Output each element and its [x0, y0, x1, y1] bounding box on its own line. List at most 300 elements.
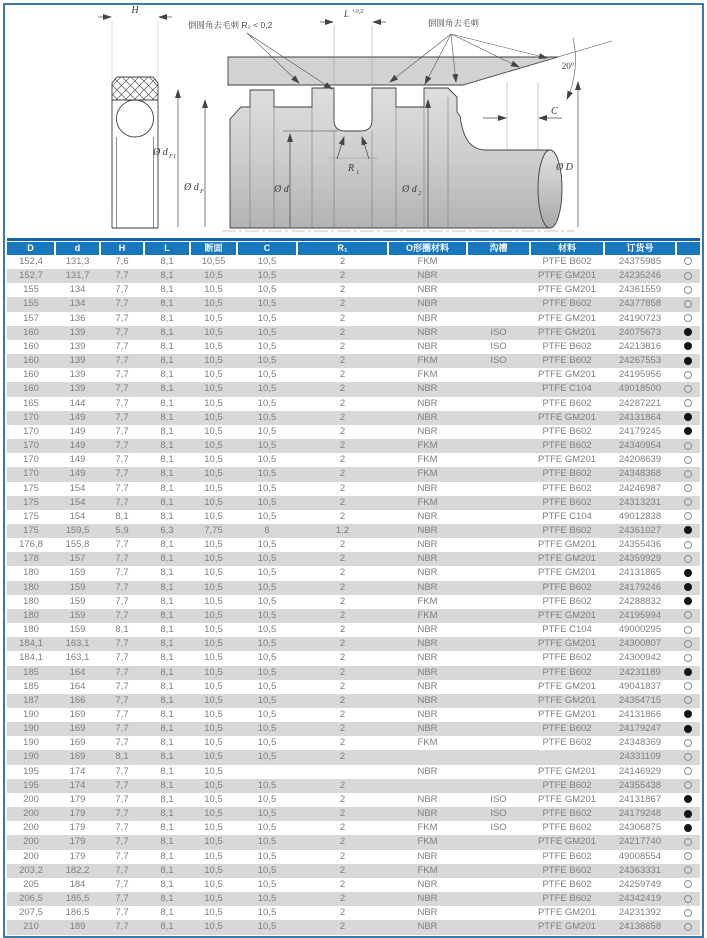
cell: 24355436	[618, 539, 662, 551]
open-circle-icon	[684, 399, 692, 407]
availability-cell	[676, 340, 700, 354]
dim-h-label: H	[131, 5, 139, 16]
cell: NBR	[417, 383, 438, 395]
availability-cell	[676, 382, 700, 396]
cell	[467, 722, 530, 736]
cell: 7,7	[115, 539, 129, 551]
cell: 180	[23, 581, 39, 593]
cell	[297, 765, 388, 779]
cell: 154	[69, 482, 86, 494]
cell: PTFE C104	[542, 383, 592, 395]
cell: 170	[23, 454, 39, 466]
deburr-note-left: 倒圆角去毛刺 R₂ < 0,2	[188, 20, 273, 30]
filled-circle-icon	[684, 710, 692, 718]
cell: PTFE B602	[542, 893, 592, 905]
cell: 2	[339, 808, 346, 820]
cell: PTFE B602	[542, 850, 592, 862]
cell: 2	[339, 751, 346, 763]
open-circle-icon	[684, 442, 692, 450]
table-row	[7, 637, 700, 651]
cell: 184,1	[19, 638, 43, 650]
cell: PTFE B602	[542, 425, 592, 437]
cell	[467, 368, 530, 382]
cell: 2	[339, 256, 346, 267]
cell	[467, 439, 530, 453]
cell	[467, 765, 530, 779]
cell: 139	[69, 326, 86, 338]
cell: 207,5	[19, 907, 43, 919]
cell: NBR	[417, 326, 438, 338]
cell: NBR	[417, 312, 438, 324]
cell: 7,7	[115, 355, 129, 367]
cell: 10,5	[204, 652, 223, 664]
dim-r1-sub: 1	[356, 169, 360, 176]
cell: 8,1	[160, 595, 174, 607]
table-row	[7, 680, 700, 694]
cell: 184,1	[19, 652, 43, 664]
cell: 49008554	[618, 850, 662, 862]
cell: FKM	[417, 496, 438, 508]
cell: PTFE GM201	[537, 539, 597, 551]
cell: 2	[339, 312, 346, 324]
cell: 10,5	[257, 709, 277, 720]
cell: ISO	[490, 822, 507, 834]
cell: 8,1	[115, 624, 129, 636]
cell: 190	[23, 709, 39, 720]
cell: 8,1	[160, 312, 174, 324]
cell: 10,5	[257, 666, 277, 678]
cell: NBR	[417, 553, 438, 565]
cell: 24179245	[618, 425, 662, 437]
cell: 10,5	[204, 836, 223, 848]
cell: NBR	[417, 482, 438, 494]
cell: FKM	[417, 454, 438, 466]
cell: 10,5	[257, 638, 277, 650]
cell: NBR	[417, 411, 438, 423]
dim-l-label: L	[344, 9, 350, 19]
cell: 24288832	[618, 595, 662, 607]
cell: 7,7	[115, 440, 129, 452]
cell	[467, 680, 530, 694]
cell: 170	[23, 425, 39, 437]
cell: 7,7	[115, 326, 129, 338]
header-row	[7, 242, 700, 255]
table-row	[7, 666, 700, 680]
cell: 179	[69, 808, 86, 820]
cell	[237, 765, 297, 779]
cell	[467, 666, 530, 680]
table-row	[7, 496, 700, 510]
cell	[467, 750, 530, 764]
cell: 7,7	[115, 425, 129, 437]
open-circle-icon	[684, 753, 692, 761]
cell: FKM	[417, 369, 438, 381]
filled-circle-icon	[684, 597, 692, 605]
dim-d2-label: Ø d	[402, 184, 417, 195]
table-row	[7, 878, 700, 892]
cell: 8,1	[160, 666, 174, 678]
cell: 8,1	[160, 808, 174, 820]
cell: 195	[23, 765, 39, 777]
column-header: O形圈材料	[388, 242, 467, 255]
cell: 2	[339, 270, 346, 282]
cell: 2	[339, 468, 346, 480]
availability-cell	[676, 609, 700, 623]
cell: 24348368	[618, 468, 662, 480]
open-circle-icon	[684, 739, 692, 747]
table-row	[7, 765, 700, 779]
cell: 10,5	[257, 553, 277, 565]
cell: PTFE GM201	[537, 553, 597, 565]
cell: 10,5	[204, 411, 223, 423]
cell	[388, 779, 467, 793]
cell: 10,5	[204, 595, 223, 607]
cell: 10,5	[204, 666, 223, 678]
cell	[467, 878, 530, 892]
table-row	[7, 609, 700, 623]
cell: 8,1	[160, 468, 174, 480]
table-row	[7, 255, 700, 269]
cell: 8,1	[160, 609, 174, 621]
cell: 2	[339, 383, 346, 395]
filled-circle-icon	[684, 342, 692, 350]
cell: 154	[69, 510, 86, 522]
cell	[467, 566, 530, 580]
availability-cell	[676, 524, 700, 538]
cell: 8,1	[160, 921, 174, 933]
cell: 8,1	[160, 850, 174, 862]
cell: 8,1	[160, 454, 174, 466]
open-circle-icon	[684, 781, 692, 789]
availability-cell	[676, 368, 700, 382]
cell: 7,7	[115, 298, 129, 310]
cell: 2	[339, 680, 346, 692]
table-row	[7, 467, 700, 481]
cell: 166	[69, 694, 86, 706]
availability-cell	[676, 779, 700, 793]
cell: 7,7	[115, 893, 129, 905]
cell: 189	[69, 921, 86, 933]
cell: 2	[339, 595, 346, 607]
cell: 10,5	[204, 808, 223, 820]
open-circle-icon	[684, 456, 692, 464]
cell: 149	[69, 468, 86, 480]
cell: 24331109	[619, 751, 661, 763]
cell: 7,7	[115, 411, 129, 423]
column-header: 沟槽	[467, 242, 530, 255]
cell: 206,5	[19, 893, 43, 905]
cell: PTFE B602	[542, 723, 592, 735]
cell: PTFE GM201	[537, 694, 597, 706]
availability-cell	[676, 850, 700, 864]
cell: FKM	[417, 836, 438, 848]
cell: 169	[69, 709, 86, 720]
cell: NBR	[417, 907, 438, 919]
cell: 139	[69, 383, 86, 395]
cell: PTFE GM201	[537, 454, 597, 466]
cell: 49012838	[618, 510, 662, 522]
cell: 179	[69, 850, 86, 862]
cell: 10,5	[257, 652, 277, 664]
availability-cell	[676, 581, 700, 595]
availability-cell	[676, 651, 700, 665]
cell: 10,5	[257, 326, 277, 338]
cell: 24363331	[618, 864, 662, 876]
cell	[467, 283, 530, 297]
cell: 2	[339, 369, 346, 381]
cell: 10,5	[257, 425, 277, 437]
cell: FKM	[417, 864, 438, 876]
cell	[467, 637, 530, 651]
cell: 10,5	[204, 340, 223, 352]
cell: 175	[23, 510, 39, 522]
cell: 2	[339, 298, 346, 310]
cell: 2	[339, 553, 346, 565]
dim-df-label: Ø d	[184, 182, 199, 193]
cell: 155	[23, 298, 39, 310]
open-circle-icon	[684, 895, 692, 903]
cell: 24195956	[618, 369, 662, 381]
cell: 165	[23, 397, 39, 409]
cell: 24231392	[618, 907, 662, 919]
open-circle-icon	[684, 371, 692, 379]
filled-circle-icon	[684, 583, 692, 591]
cell: NBR	[417, 850, 438, 862]
filled-circle-icon	[684, 328, 692, 336]
cell: 169	[69, 723, 86, 735]
filled-circle-icon	[684, 569, 692, 577]
cell: 10,5	[257, 878, 277, 890]
cell: 10,5	[257, 836, 277, 848]
cell: PTFE GM201	[537, 567, 597, 579]
availability-cell	[676, 297, 700, 311]
cell: 8,1	[160, 326, 174, 338]
counter-surface	[228, 57, 558, 85]
cell: 10,55	[201, 256, 226, 267]
dim-df1-sub: F1	[169, 153, 177, 160]
cell: 155	[23, 284, 39, 296]
table-row	[7, 510, 700, 524]
cell	[467, 255, 530, 269]
cell: 10,5	[204, 298, 223, 310]
cell: 24359929	[618, 553, 662, 565]
cell: 10,5	[204, 312, 223, 324]
cell: 160	[23, 326, 39, 338]
cell: 180	[23, 609, 39, 621]
open-circle-icon	[684, 286, 692, 294]
open-circle-icon	[684, 866, 692, 874]
cell: 2	[339, 624, 346, 636]
cell: 7,7	[115, 397, 129, 409]
cell: 160	[23, 340, 39, 352]
cell: PTFE B602	[542, 666, 592, 678]
filled-circle-icon	[684, 725, 692, 733]
availability-cell	[676, 637, 700, 651]
cell: 200	[23, 836, 39, 848]
cell: PTFE B602	[542, 468, 592, 480]
cell: 10,5	[204, 878, 223, 890]
cell: 179	[69, 793, 86, 805]
cell: 2	[339, 326, 346, 338]
cell: NBR	[417, 808, 438, 820]
cell: 24354715	[618, 694, 662, 706]
table-row	[7, 694, 700, 708]
cell: 10,5	[204, 383, 223, 395]
cell: 10,5	[204, 779, 223, 791]
availability-cell	[676, 680, 700, 694]
cell: 10,5	[204, 694, 223, 706]
open-circle-icon	[684, 385, 692, 393]
cell: 2	[339, 723, 346, 735]
dim-c-label: C	[551, 106, 558, 117]
o-ring	[117, 100, 154, 137]
cell: 136	[69, 312, 86, 324]
availability-cell	[676, 793, 700, 807]
cell: 2	[339, 496, 346, 508]
cell: ISO	[490, 355, 507, 367]
cell	[467, 538, 530, 552]
cell: 8,1	[160, 793, 174, 805]
cell: 10,5	[257, 737, 277, 749]
cell	[467, 269, 530, 283]
cell: PTFE GM201	[537, 411, 597, 423]
open-circle-icon	[684, 880, 692, 888]
cell: 8,1	[160, 694, 174, 706]
cell: 10,5	[204, 567, 223, 579]
cell: 159	[69, 567, 86, 579]
cell: 10,5	[257, 510, 277, 522]
cell: 10,5	[204, 765, 223, 777]
column-header: 材料	[530, 242, 604, 255]
cell: 210	[23, 921, 39, 933]
cell: 8,1	[160, 765, 174, 777]
table-row	[7, 920, 700, 934]
cell: NBR	[417, 524, 438, 536]
column-header: d	[55, 242, 100, 255]
availability-cell	[676, 538, 700, 552]
cell: PTFE GM201	[537, 680, 597, 692]
cell: 10,5	[204, 468, 223, 480]
cell: 1,2	[335, 524, 350, 536]
availability-cell	[676, 453, 700, 467]
table-row	[7, 326, 700, 340]
cell: PTFE B602	[542, 737, 592, 749]
dim-df1-label: Ø d	[153, 147, 168, 158]
cell: 160	[23, 369, 39, 381]
cell: 175	[23, 496, 39, 508]
cell: 8,1	[160, 737, 174, 749]
cell: 5,9	[115, 524, 129, 536]
cell: 200	[23, 808, 39, 820]
cell: 2	[339, 836, 346, 848]
cell: 7,7	[115, 723, 129, 735]
cell: NBR	[417, 270, 438, 282]
cell: FKM	[417, 609, 438, 621]
availability-cell	[676, 255, 700, 269]
cell	[467, 524, 530, 538]
availability-cell	[676, 510, 700, 524]
cell: 10,5	[257, 893, 277, 905]
cell: 24195994	[618, 609, 662, 621]
filled-circle-icon	[684, 427, 692, 435]
table-row	[7, 566, 700, 580]
cell: 187	[23, 694, 39, 706]
cell: 7,7	[115, 779, 129, 791]
cell: 7,7	[115, 822, 129, 834]
cell: 2	[339, 878, 346, 890]
cell: 149	[69, 454, 86, 466]
cell: PTFE GM201	[537, 793, 597, 805]
cell: PTFE B602	[542, 440, 592, 452]
table-row	[7, 283, 700, 297]
cell: 24355438	[618, 779, 662, 791]
cell: 152,4	[19, 256, 43, 267]
cell: 7,7	[115, 921, 129, 933]
cell: FKM	[417, 440, 438, 452]
cell: PTFE B602	[542, 808, 592, 820]
cell: 10,5	[204, 638, 223, 650]
cell: 7,7	[115, 609, 129, 621]
cell: 24342419	[618, 893, 662, 905]
cell: PTFE B602	[542, 581, 592, 593]
cell: 2	[339, 567, 346, 579]
cell: 159	[69, 624, 86, 636]
cell: 8,1	[160, 397, 174, 409]
cell: 2	[339, 284, 346, 296]
cell: 24179248	[618, 808, 662, 820]
cell: 169	[69, 737, 86, 749]
cell: 149	[69, 411, 86, 423]
cell: PTFE GM201	[537, 284, 597, 296]
cell: 7,7	[115, 850, 129, 862]
cell: PTFE B602	[542, 496, 592, 508]
cell: 184	[69, 878, 86, 890]
availability-cell	[676, 595, 700, 609]
cell: 10,5	[257, 864, 277, 876]
cell: 2	[339, 440, 346, 452]
availability-cell	[676, 821, 700, 835]
cell	[467, 453, 530, 467]
cell	[467, 623, 530, 637]
cell: 159	[69, 581, 86, 593]
dim-D-label: Ø D	[556, 162, 573, 173]
cell: 7,7	[115, 652, 129, 664]
table-row	[7, 538, 700, 552]
availability-cell	[676, 482, 700, 496]
table-row	[7, 736, 700, 750]
cell: 8,1	[160, 298, 174, 310]
cell: PTFE B602	[542, 595, 592, 607]
cell: 7,7	[115, 383, 129, 395]
table-row	[7, 750, 700, 764]
cell: 24179246	[618, 581, 662, 593]
availability-cell	[676, 354, 700, 368]
cell: 154	[69, 496, 86, 508]
cell: 157	[23, 312, 39, 324]
table-row	[7, 453, 700, 467]
cell: 24231189	[619, 666, 661, 678]
cell: 144	[69, 397, 86, 409]
open-circle-icon	[684, 626, 692, 634]
cell: 49041837	[618, 680, 662, 692]
cell: 10,5	[204, 581, 223, 593]
cell: NBR	[417, 793, 438, 805]
open-circle-icon	[684, 300, 692, 308]
availability-cell	[676, 467, 700, 481]
cell: 185	[23, 680, 39, 692]
cell: 24306875	[618, 822, 662, 834]
cell: 7,7	[115, 737, 129, 749]
